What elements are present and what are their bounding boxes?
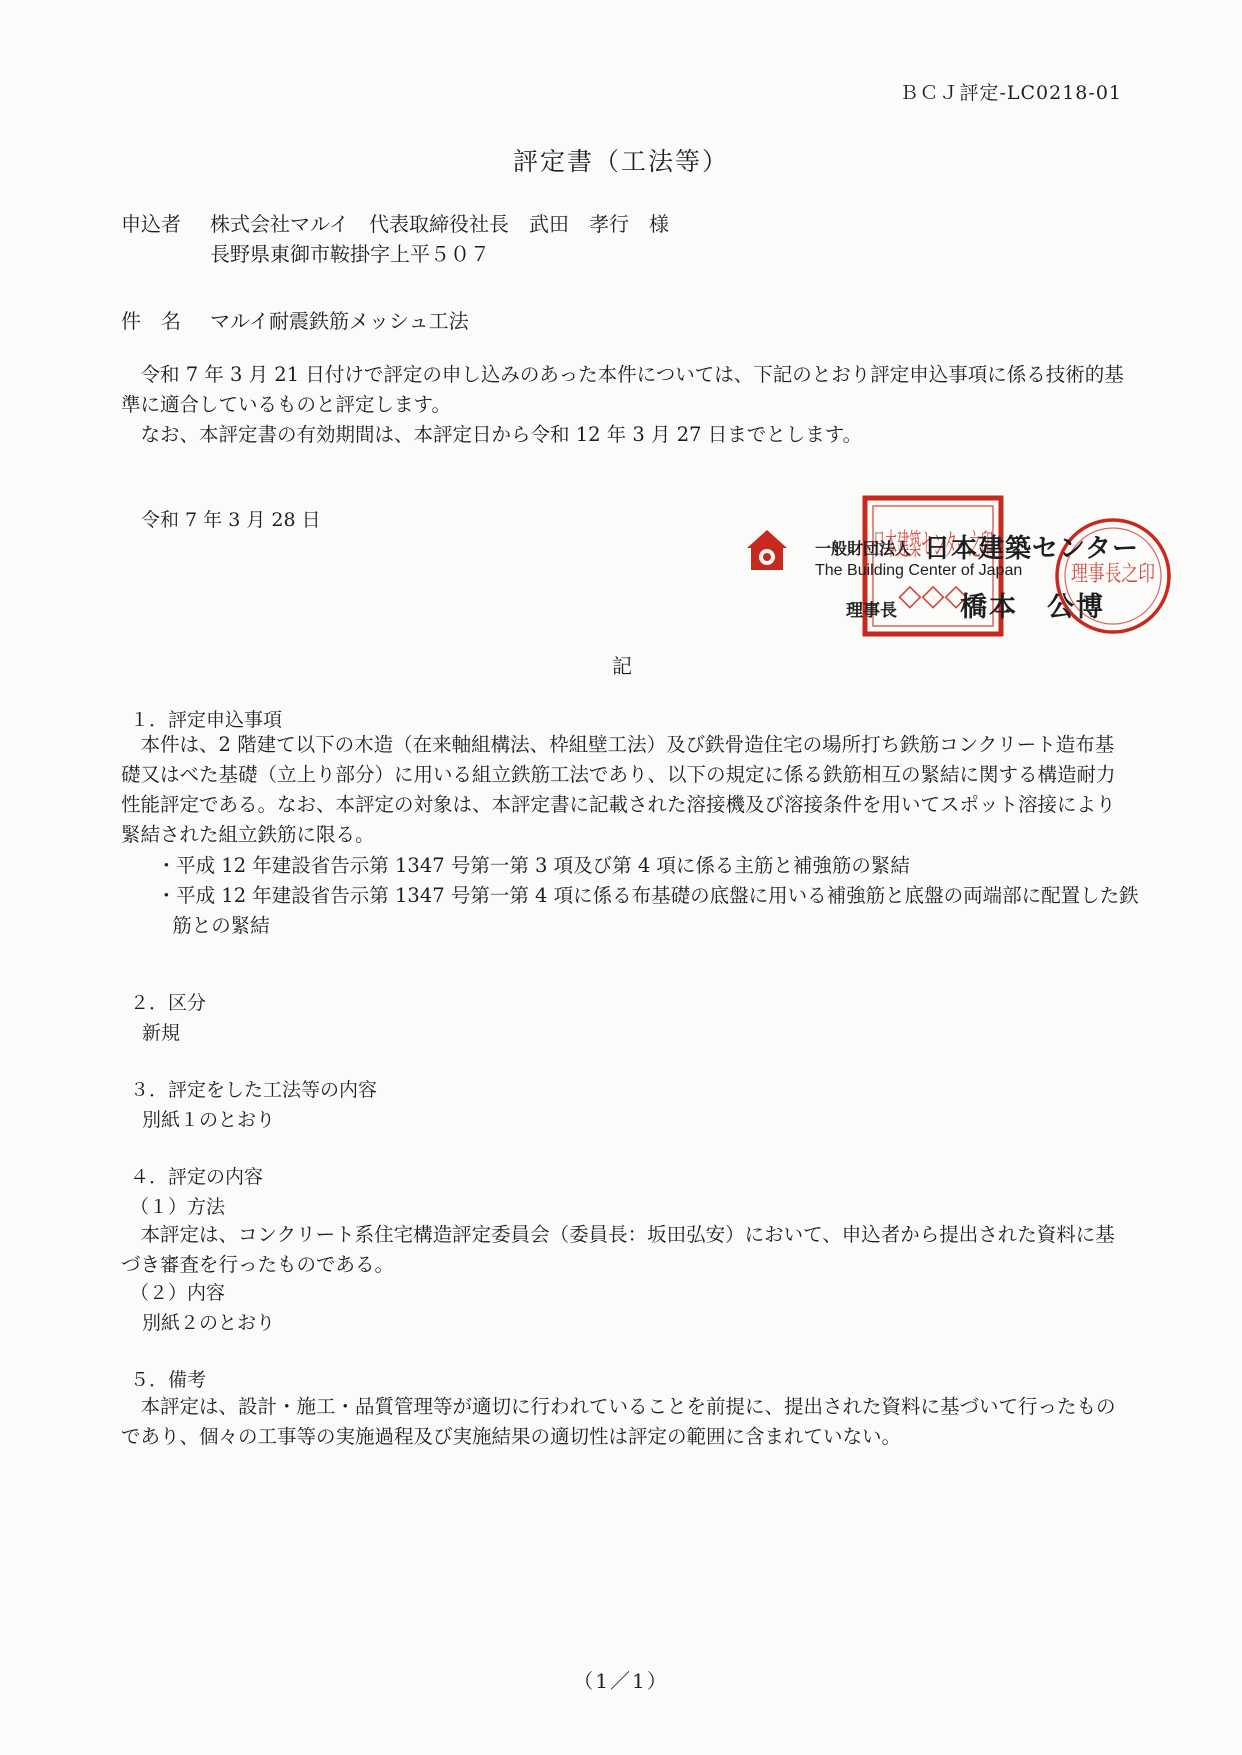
page-title: 評定書（工法等） bbox=[512, 147, 729, 176]
issuer-org-type: 一般財団法人 bbox=[815, 541, 912, 558]
section-3-heading: ３．評定をした工法等の内容 bbox=[130, 1079, 378, 1101]
section-2-heading: ２．区分 bbox=[130, 992, 207, 1014]
section-4-sub2-body: 別紙２のとおり bbox=[142, 1312, 276, 1334]
square-seal-text: 日本建築センター之印 bbox=[873, 528, 993, 563]
issue-date: 令和 7 年 3 月 28 日 bbox=[141, 509, 321, 531]
intro-paragraph: 令和 7 年 3 月 21 日付けで評定の申し込みのあった本件については、下記のとおり評定申込事項に係る技術的基準に適合しているものと評定します。 bbox=[121, 363, 1124, 416]
page-number: （1／1） bbox=[573, 1669, 669, 1693]
section-5-heading: ５．備考 bbox=[130, 1369, 207, 1391]
subject-value: マルイ耐震鉄筋メッシュ工法 bbox=[210, 309, 469, 333]
section-1-bullet-1: ・平成 12 年建設省告示第 1347 号第一第 3 項及び第 4 項に係る主筋と補強筋の緊結 bbox=[156, 854, 910, 877]
section-3-body: 別紙１のとおり bbox=[142, 1109, 276, 1131]
document-number: ＢＣＪ評定-LC0218-01 bbox=[899, 82, 1122, 104]
applicant-address: 長野県東御市鞍掛字上平５０７ bbox=[210, 242, 490, 266]
svg-text:◇◇◇: ◇◇◇ bbox=[898, 578, 968, 613]
validity-paragraph: なお、本評定書の有効期間は、本評定日から令和 12 年 3 月 27 日までとします。 bbox=[140, 423, 863, 446]
applicant-label: 申込者 bbox=[121, 212, 181, 236]
subject-label: 件 名 bbox=[121, 309, 181, 333]
section-1-bullet-2: ・平成 12 年建設省告示第 1347 号第一第 4 項に係る布基礎の底盤に用いる補強筋と底盤の両端部に配置した鉄筋との緊結 bbox=[156, 884, 1139, 937]
issuer-org-name: 日本建築センター bbox=[924, 533, 1139, 563]
issuer-role: 理事長 bbox=[846, 601, 897, 620]
issuer-org-name-en: The Building Center of Japan bbox=[815, 562, 1023, 579]
issuer-person: 橋本 公博 bbox=[960, 592, 1105, 622]
section-4-sub2-heading: （２）内容 bbox=[130, 1282, 226, 1304]
round-seal-text: 理事長之印 bbox=[1071, 562, 1155, 587]
section-4-sub1-body: 本評定は、コンクリート系住宅構造評定委員会（委員長：坂田弘安）において、申込者から提出された資料に基づき審査を行ったものである。 bbox=[121, 1223, 1115, 1276]
section-2-body: 新規 bbox=[142, 1022, 181, 1044]
bcj-logo-icon bbox=[745, 528, 789, 572]
section-1-body: 本件は、2 階建て以下の木造（在来軸組構法、枠組壁工法）及び鉄骨造住宅の場所打ち鉄筋コンクリート造布基礎又はべた基礎（立上り部分）に用いる組立鉄筋工法であり、以下の規定に係る鉄筋相互の緊結に関する構造耐力性能評定である。なお、本評定の対象は、本評定書に記載された溶接機及び溶接条件を用いてスポット溶接により緊結された組立鉄筋に限る。 bbox=[121, 733, 1116, 846]
section-5-body: 本評定は、設計・施工・品質管理等が適切に行われていることを前提に、提出された資料に基づいて行ったものであり、個々の工事等の実施過程及び実施結果の適切性は評定の範囲に含まれていない。 bbox=[121, 1395, 1116, 1448]
section-4-sub1-heading: （１）方法 bbox=[130, 1196, 226, 1218]
applicant-name: 株式会社マルイ 代表取締役社長 武田 孝行 様 bbox=[210, 212, 669, 236]
section-4-heading: ４．評定の内容 bbox=[130, 1166, 264, 1188]
section-1-heading: １．評定申込事項 bbox=[130, 709, 283, 731]
ki-marker: 記 bbox=[612, 654, 632, 678]
